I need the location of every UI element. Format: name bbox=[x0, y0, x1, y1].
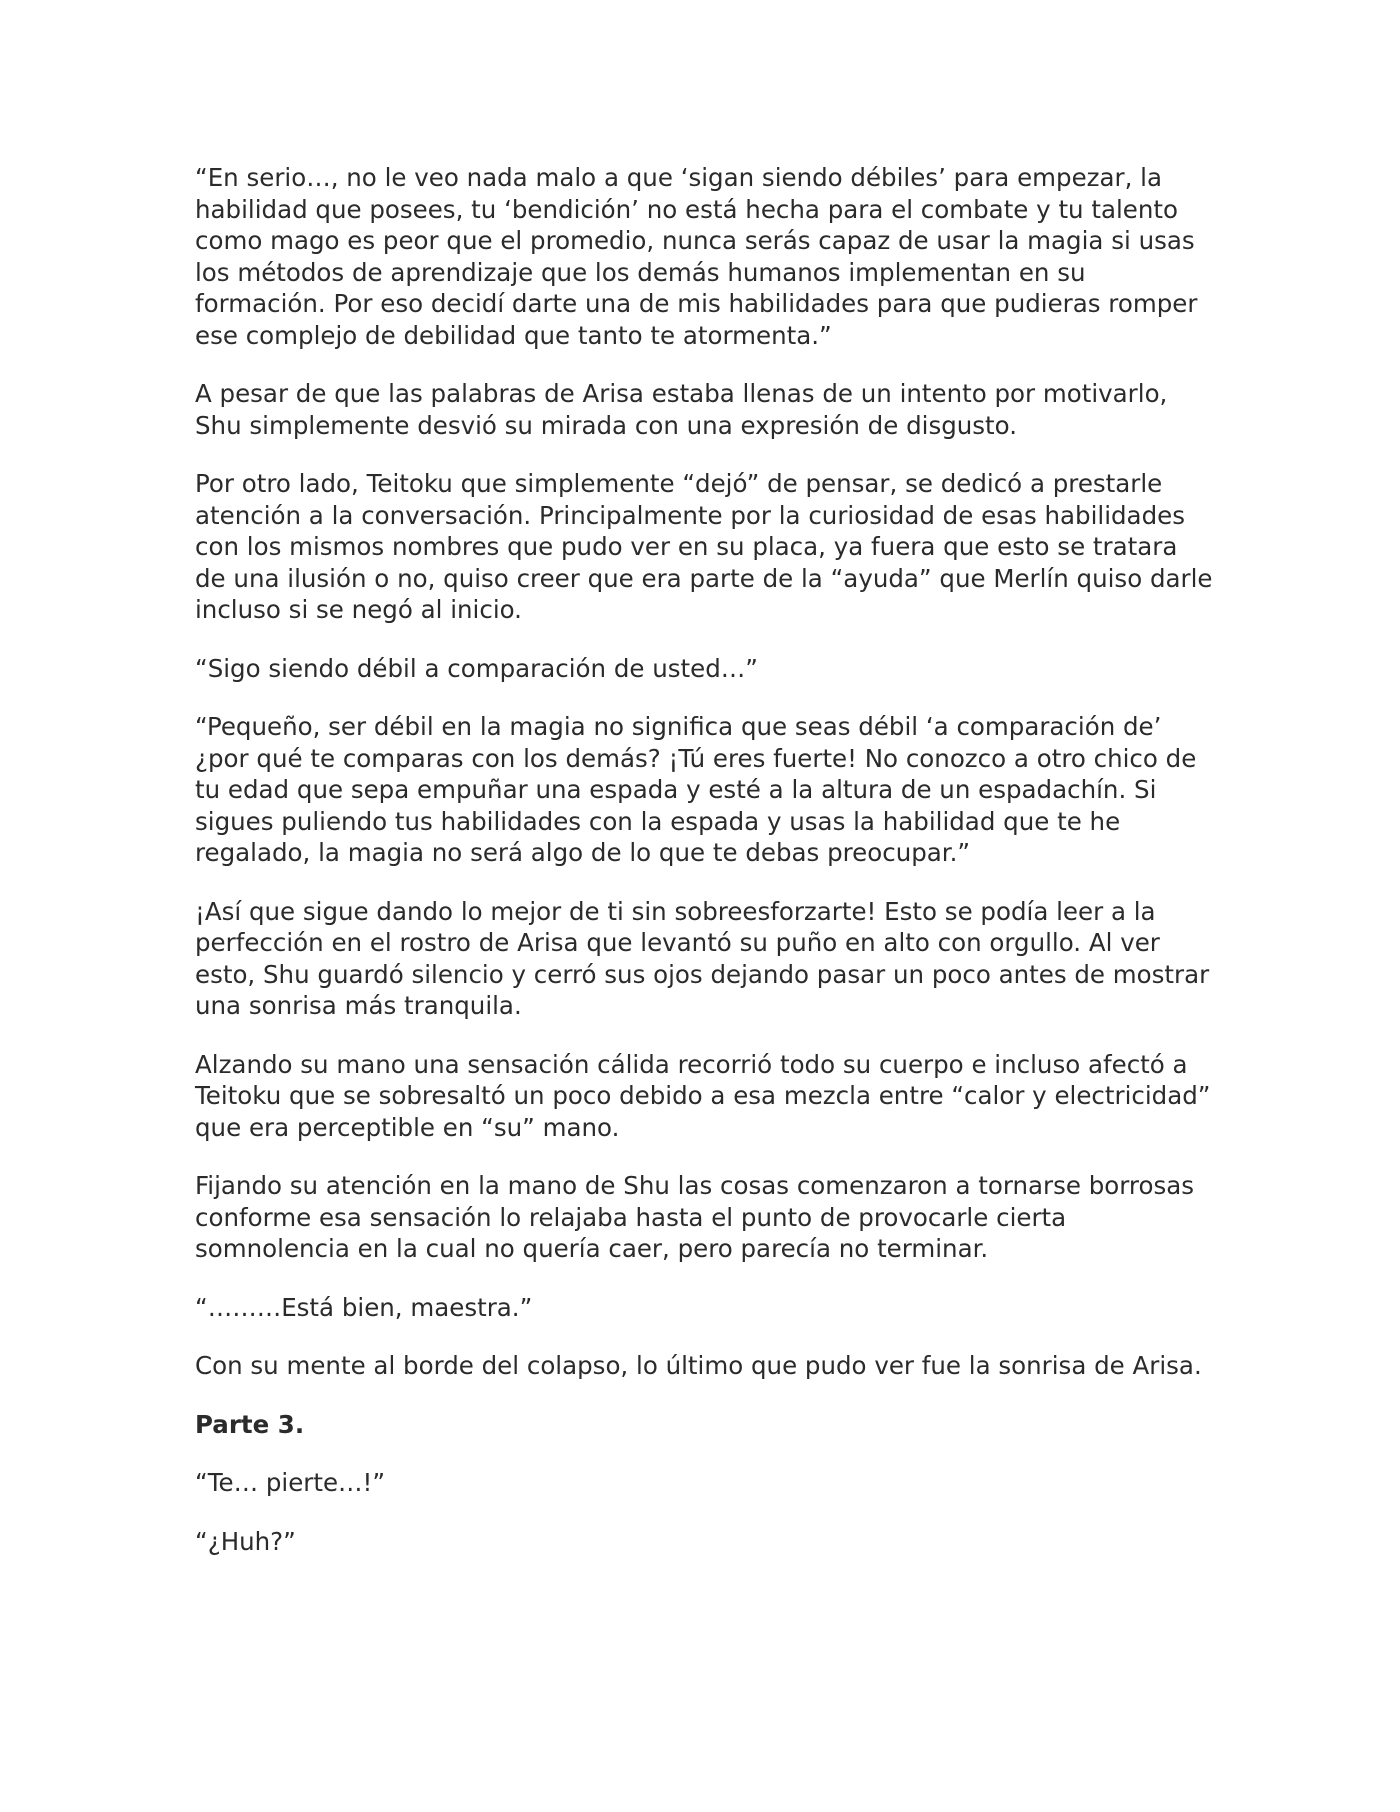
paragraph-11: “Te… pierte…!” bbox=[195, 1468, 386, 1497]
paragraph-10: Con su mente al borde del colapso, lo último que pudo ver fue la sonrisa de Arisa. bbox=[195, 1351, 1202, 1380]
paragraph-4: “Sigo siendo débil a comparación de usted…” bbox=[195, 653, 758, 683]
paragraph-1: “En serio…, no le veo nada malo a que ‘sigan siendo débiles’ para empezar, la habilidad que posees, tu ‘bendición’ no está hecha para el combate y tu talento como mago es peor que el promedio, nunca serás capaz de usar la magia si usas los métodos de aprendizaje que los demás humanos implementan en su formación. Por eso decidí darte una de mis habilidades para que pudieras romper ese complejo de debilidad que tanto te atormenta.” bbox=[195, 163, 1198, 350]
document-page bbox=[195, 162, 1215, 1584]
paragraph-12: “¿Huh?” bbox=[195, 1526, 296, 1556]
paragraph-5: “Pequeño, ser débil en la magia no significa que seas débil ‘a comparación de’ ¿por qué te comparas con los demás? ¡Tú eres fuerte! No conozco a otro chico de tu edad que sepa empuñar una espada y esté a la altura de un espadachín. Si sigues puliendo tus habilidades con la espada y usas la habilidad que te he regalado, la magia no será algo de lo que te debas preocupar.” bbox=[195, 712, 1197, 867]
paragraph-3: Por otro lado, Teitoku que simplemente “dejó” de pensar, se dedicó a prestarle atención a la conversación. Principalmente por la curiosidad de esas habilidades con los mismos nombres que pudo ver en su placa, ya fuera que esto se tratara de una ilusión o no, quiso creer que era parte de la “ayuda” que Merlín quiso darle incluso si se negó al inicio. bbox=[195, 469, 1213, 624]
paragraph-6: ¡Así que sigue dando lo mejor de ti sin sobreesforzarte! Esto se podía leer a la perfección en el rostro de Arisa que levantó su puño en alto con orgullo. Al ver esto, Shu guardó silencio y cerró sus ojos dejando pasar un poco antes de mostrar una sonrisa más tranquila. bbox=[195, 896, 1210, 1020]
paragraph-2: A pesar de que las palabras de Arisa estaba llenas de un intento por motivarlo, Shu simplemente desvió su mirada con una expresión de disgusto. bbox=[195, 379, 1168, 440]
paragraph-9: “………Está bien, maestra.” bbox=[195, 1292, 533, 1322]
paragraph-7: Alzando su mano una sensación cálida recorrió todo su cuerpo e incluso afectó a Teitoku que se sobresaltó un poco debido a esa mezcla entre “calor y electricidad” que era perceptible en “su” mano. bbox=[195, 1049, 1211, 1142]
paragraph-8: Fijando su atención en la mano de Shu las cosas comenzaron a tornarse borrosas conforme esa sensación lo relajaba hasta el punto de provocarle cierta somnolencia en la cual no quería caer, pero parecía no terminar. bbox=[195, 1171, 1194, 1263]
section-heading: Parte 3. bbox=[195, 1409, 305, 1439]
